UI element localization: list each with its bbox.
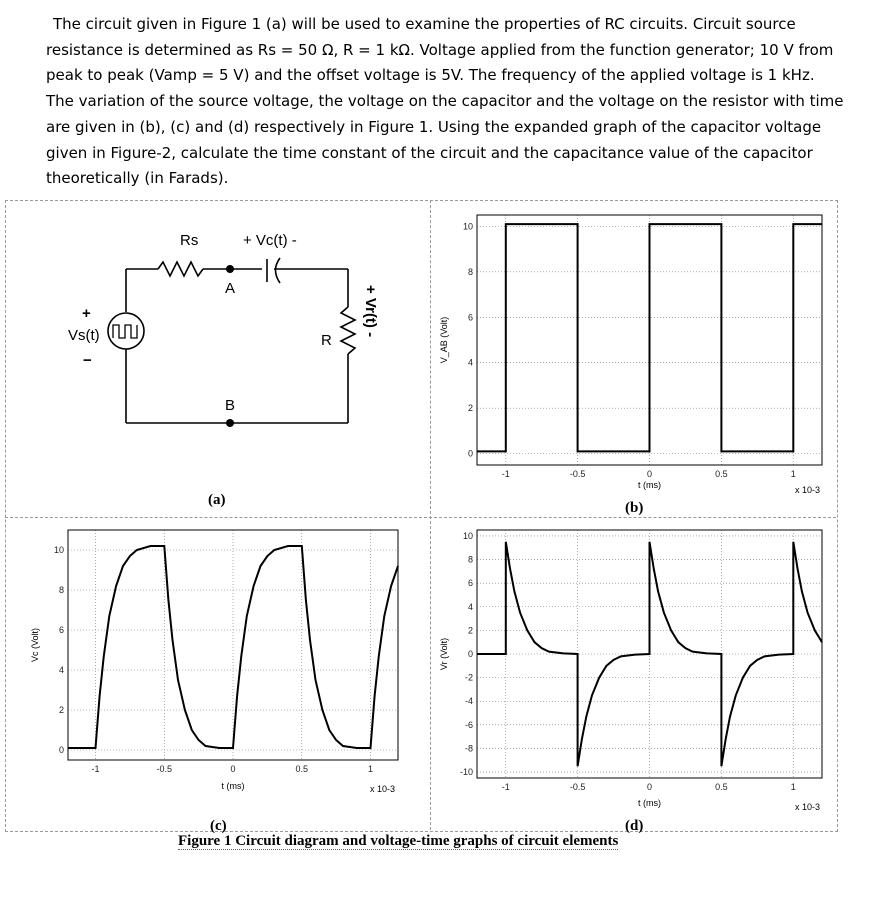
chart-b-ytick-label: 2: [467, 403, 473, 414]
rs-label: Rs: [180, 232, 199, 249]
chart-b-ylabel: V_AB (Volt): [439, 316, 449, 364]
chart-c-x-multiplier: x 10-3: [370, 784, 396, 794]
panel-label-c: (c): [210, 818, 227, 834]
chart-d-xlabel: t (ms): [638, 798, 661, 808]
chart-d-xtick-label: 0.5: [715, 782, 728, 792]
panel-label-d: (d): [625, 818, 644, 834]
chart-b-ytick-label: 0: [467, 448, 473, 459]
chart-b-xtick-label: -1: [501, 469, 510, 479]
chart-b-xtick-label: 0: [646, 469, 653, 479]
chart-d-ytick-label: 4: [467, 601, 473, 612]
chart-d-ylabel: Vr (Volt): [439, 637, 449, 671]
chart-b-xtick-label: -0.5: [569, 469, 586, 479]
chart-d-ytick-label: 6: [467, 578, 473, 589]
chart-d-ytick-label: -8: [464, 743, 473, 754]
r-label: R: [321, 332, 332, 349]
chart-c-ylabel: Vc (Volt): [30, 627, 40, 663]
source-minus: −: [83, 352, 92, 369]
chart-c-xlabel: t (ms): [221, 781, 245, 791]
vr-label: + Vr(t) -: [362, 285, 379, 338]
chart-b-ytick-label: 10: [462, 221, 473, 232]
chart-b-series-line: [477, 224, 822, 451]
chart-d-x-multiplier: x 10-3: [795, 802, 821, 812]
chart-b-ytick-label: 6: [467, 312, 473, 323]
figure-caption-text: Figure 1 Circuit diagram and voltage-time graphs of circuit elements: [178, 833, 619, 849]
chart-d-ytick-label: 2: [467, 625, 473, 636]
panel-label-b: (b): [625, 500, 644, 516]
panel-label-a: (a): [208, 492, 226, 508]
chart-c-xtick-label: 0.5: [295, 764, 309, 774]
chart-c-xtick-label: -0.5: [156, 764, 173, 774]
chart-d-ytick-label: -6: [464, 719, 473, 730]
chart-c-ytick-label: 6: [58, 625, 64, 635]
chart-b-xtick-label: 0.5: [715, 469, 728, 479]
vc-label: + Vc(t) -: [243, 232, 297, 249]
chart-d-group: [439, 530, 822, 812]
node-b-label: B: [225, 397, 236, 414]
chart-c-ytick-label: 0: [58, 745, 64, 755]
chart-c-xtick-label: -1: [91, 764, 100, 774]
chart-d-ytick-label: 8: [467, 554, 473, 565]
chart-d-xtick-label: -0.5: [569, 782, 586, 792]
chart-d-xtick-label: 0: [646, 782, 653, 792]
chart-c-group: [30, 530, 398, 794]
chart-d-ytick-label: -10: [459, 767, 473, 778]
chart-b-ytick-label: 8: [467, 266, 473, 277]
chart-c-xtick-label: 0: [230, 764, 236, 774]
chart-d-ytick-label: 10: [462, 530, 473, 541]
figure-caption: [178, 833, 618, 850]
chart-b-xlabel: t (ms): [638, 480, 661, 490]
vs-label: Vs(t): [68, 327, 100, 344]
chart-d-xtick-label: -1: [501, 782, 510, 792]
node-a-label: A: [225, 280, 236, 297]
problem-text: The circuit given in Figure 1 (a) will be used to examine the properties of RC circuits. Circuit source resistance is determined as Rs = 50 Ω, R = 1 kΩ. Voltage applied from the function generator; 10 V from peak to peak (Vamp = 5 V) and the offset voltage is 5V. The frequency of the applied voltage is 1 kHz. The variation of the source voltage, the voltage on the capacitor and the voltage on the resistor with time are given in (b), (c) and (d) respectively in Figure 1. Using the expanded graph of the capacitor voltage given in Figure-2, calculate the time constant of the circuit and the capacitance value of the capacitor theoretically (in Farads).: [46, 15, 844, 188]
chart-d-xtick-label: 1: [790, 782, 796, 792]
chart-c-xtick-label: 1: [367, 764, 374, 774]
chart-c-ytick-label: 8: [58, 585, 64, 595]
chart-b-group: [439, 215, 822, 495]
chart-d-ytick-label: -2: [464, 672, 473, 683]
source-plus: +: [82, 305, 91, 322]
chart-b-x-multiplier: x 10-3: [795, 485, 821, 495]
chart-c-ytick-label: 10: [53, 545, 64, 555]
chart-c-ytick-label: 4: [58, 665, 64, 675]
chart-c-ytick-label: 2: [58, 705, 64, 715]
chart-d-ytick-label: -4: [464, 696, 473, 707]
chart-b-xtick-label: 1: [790, 469, 796, 479]
chart-d-ytick-label: 0: [467, 649, 473, 659]
chart-b-ytick-label: 4: [467, 357, 473, 368]
